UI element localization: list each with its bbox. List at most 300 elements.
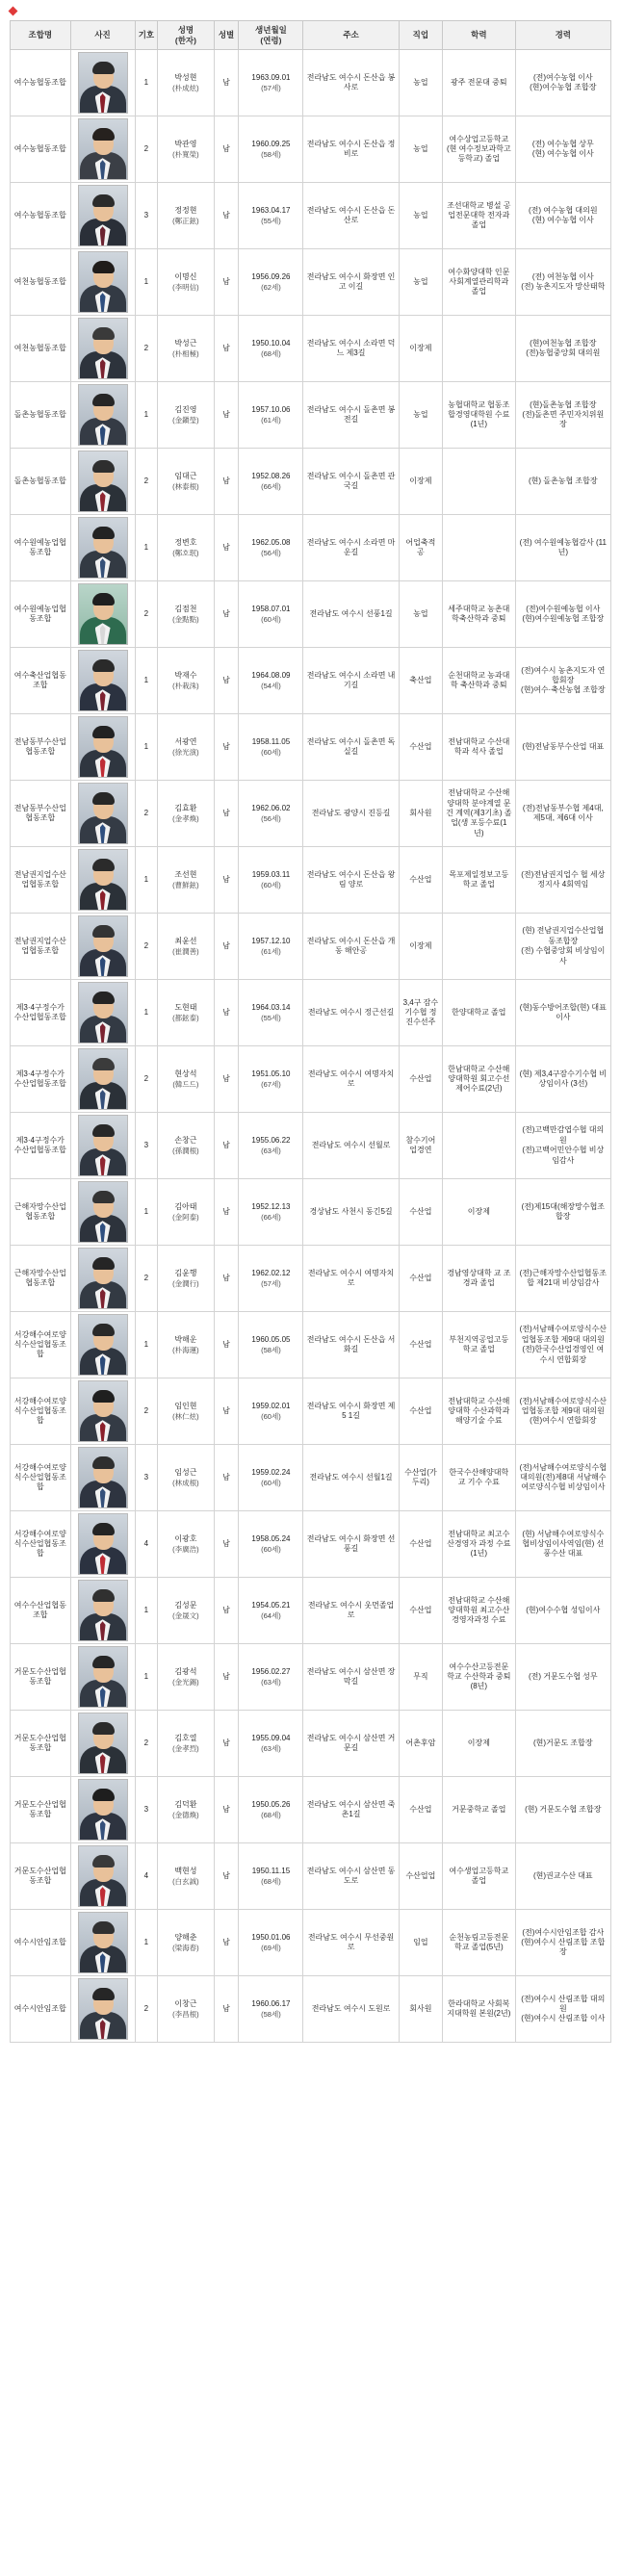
cell-photo [70,1246,135,1312]
cell-birth [239,1511,303,1578]
birth-age: (57세) [261,83,281,92]
cell-education: 순천대학교 농과대학 축산학과 중퇴 [443,648,516,714]
cell-birth [239,316,303,382]
cell-job: 농업 [399,50,442,116]
candidate-name: 김윤행 [174,1269,197,1278]
candidate-name: 이창근 [174,1999,197,2009]
cell-job: 참수기어업경연 [399,1113,442,1179]
birth-age: (56세) [261,548,281,557]
cell-gender: 남 [214,781,239,847]
birth-age: (55세) [261,216,281,225]
cell-number: 1 [135,714,158,781]
cell-birth [239,249,303,316]
birth-date: 1960.09.25 [251,140,291,149]
cell-education: 여수상업고등학교(현 여수정보과학고등학교) 졸업 [443,116,516,183]
cell-education: 부천지역공업고등학교 졸업 [443,1312,516,1378]
cell-career: (현)권교수산 대표 [515,1843,610,1910]
cell-name [158,980,214,1046]
cell-gender: 남 [214,847,239,914]
candidate-name-hanja: (孫潤根) [172,1146,199,1155]
cell-career: (현)거문도 조합장 [515,1711,610,1777]
table-row [11,1644,611,1711]
candidate-name: 최윤선 [174,937,197,946]
cell-gender: 남 [214,1378,239,1445]
candidate-photo [78,915,128,977]
cell-org: 서강해수여로양식수산업협동조합 [11,1445,71,1511]
cell-gender: 남 [214,1312,239,1378]
cell-photo [70,1046,135,1113]
table-row [11,1246,611,1312]
cell-career: (전) 여수농협 상무 (현) 여수농협 이사 [515,116,610,183]
cell-birth [239,50,303,116]
cell-name [158,183,214,249]
table-row [11,1113,611,1179]
cell-number: 3 [135,1445,158,1511]
cell-number: 2 [135,1711,158,1777]
cell-job: 수산업 [399,714,442,781]
cell-photo [70,1644,135,1711]
cell-name [158,1578,214,1644]
cell-org: 서강해수여로양식수산업협동조합 [11,1312,71,1378]
cell-number: 1 [135,980,158,1046]
cell-birth [239,1711,303,1777]
cell-name [158,382,214,449]
birth-age: (60세) [261,1478,281,1487]
cell-number: 1 [135,382,158,449]
candidate-name: 김성문 [174,1601,197,1610]
cell-org: 거문도수산업협동조합 [11,1711,71,1777]
cell-career: (전) 여수원예농협감사 (11년) [515,515,610,581]
cell-address: 전라남도 여수시 돈산읍 개동 해안공 [303,914,399,980]
candidate-name: 이명신 [174,272,197,282]
cell-job: 수산업 [399,1179,442,1246]
candidate-photo [78,1580,128,1641]
cell-career: (현) 거문도수협 조합장 [515,1777,610,1843]
cell-gender: 남 [214,714,239,781]
birth-date: 1951.05.10 [251,1069,291,1079]
table-row [11,50,611,116]
cell-address: 전라남도 여수시 화장면 제5 1길 [303,1378,399,1445]
cell-address: 전라남도 여수시 선월로 [303,1113,399,1179]
candidate-name-hanja: (都鉉泰) [172,1013,199,1022]
cell-address: 전라남도 여수시 도원로 [303,1976,399,2043]
cell-birth [239,914,303,980]
birth-date: 1955.06.22 [251,1136,291,1146]
cell-org: 여수농협동조합 [11,50,71,116]
cell-address: 전라남도 여수시 돌촌면 관국길 [303,449,399,515]
cell-career: (전)여수시 산림조합 대의원 (현)여수시 산림조합 이사 [515,1976,610,2043]
cell-gender: 남 [214,1910,239,1976]
cell-org: 여수수산업협동조합 [11,1578,71,1644]
candidate-name-hanja: (李明信) [172,282,199,292]
cell-career: (현) 제3,4구잠수기수협 비상임이사 (3선) [515,1046,610,1113]
cell-gender: 남 [214,648,239,714]
cell-name [158,50,214,116]
table-row [11,382,611,449]
cell-name [158,1644,214,1711]
cell-photo [70,648,135,714]
candidate-name-hanja: (金鎭瑩) [172,415,199,425]
candidate-photo [78,1779,128,1841]
cell-photo [70,515,135,581]
col-header-education: 학력 [443,21,516,50]
table-row [11,449,611,515]
birth-date: 1950.01.06 [251,1933,291,1943]
cell-number: 3 [135,1777,158,1843]
table-row [11,847,611,914]
candidate-photo [78,251,128,313]
birth-date: 1950.11.15 [251,1867,291,1876]
table-row [11,1578,611,1644]
table-row [11,914,611,980]
birth-date: 1960.06.17 [251,1999,291,2009]
cell-career: (현)동수방어조합(현) 대표이사 [515,980,610,1046]
cell-birth [239,515,303,581]
table-row [11,183,611,249]
birth-date: 1958.07.01 [251,605,291,614]
cell-gender: 남 [214,183,239,249]
cell-address: 전라남도 여수시 돈산읍 봉사로 [303,50,399,116]
table-row [11,714,611,781]
birth-age: (66세) [261,481,281,491]
birth-age: (68세) [261,1810,281,1819]
cell-birth [239,1046,303,1113]
cell-org: 여수농협동조합 [11,183,71,249]
cell-career: (현) 돌촌농협 조합장 [515,449,610,515]
cell-birth [239,980,303,1046]
cell-photo [70,714,135,781]
col-header-name: 성명 (한자) [158,21,214,50]
candidate-name-hanja: (曹鮮鉉) [172,880,199,889]
cell-gender: 남 [214,316,239,382]
birth-age: (60세) [261,614,281,624]
candidate-name: 도현태 [174,1003,197,1013]
cell-name [158,515,214,581]
cell-job: 농업 [399,249,442,316]
cell-org: 거문도수산업협동조합 [11,1843,71,1910]
cell-number: 1 [135,648,158,714]
cell-photo [70,1511,135,1578]
cell-name [158,116,214,183]
candidate-photo [78,118,128,180]
cell-education: 한양대학교 졸업 [443,980,516,1046]
birth-age: (61세) [261,946,281,956]
cell-gender: 남 [214,249,239,316]
cell-photo [70,1910,135,1976]
candidate-name: 박성현 [174,73,197,83]
cell-job: 농업 [399,581,442,648]
cell-gender: 남 [214,50,239,116]
cell-number: 2 [135,781,158,847]
candidate-name: 서광연 [174,737,197,747]
col-header-photo: 사진 [70,21,135,50]
cell-name [158,1511,214,1578]
cell-photo [70,1312,135,1378]
birth-age: (57세) [261,1278,281,1288]
cell-address: 전라남도 여수시 삼산면 장막길 [303,1644,399,1711]
cell-name [158,781,214,847]
candidate-photo [78,1380,128,1442]
cell-org: 제3·4구정수가수산업협동조합 [11,980,71,1046]
cell-address: 전라남도 여수시 삼산면 거문길 [303,1711,399,1777]
cell-career: (전)제15대(해장망수협조합장 [515,1179,610,1246]
cell-birth [239,1777,303,1843]
cell-address: 전라남도 여수시 소라면 내기길 [303,648,399,714]
cell-name [158,1445,214,1511]
candidates-table [10,20,611,2043]
candidate-name-hanja: (朴寬榮) [172,149,199,159]
cell-address: 전라남도 여수시 돈산읍 왕림 양로 [303,847,399,914]
cell-birth [239,781,303,847]
cell-photo [70,1976,135,2043]
birth-date: 1952.08.26 [251,472,291,481]
table-row [11,980,611,1046]
birth-age: (54세) [261,681,281,690]
cell-career: (전)전남동부수협 제4대, 제5대, 제6대 이사 [515,781,610,847]
cell-job: 수산업업 [399,1843,442,1910]
cell-org: 여수원예농업협동조합 [11,581,71,648]
cell-address: 전라남도 여수시 돈산읍 돈산로 [303,183,399,249]
cell-name [158,1246,214,1312]
birth-age: (68세) [261,1876,281,1886]
cell-gender: 남 [214,1246,239,1312]
table-row [11,1976,611,2043]
cell-number: 1 [135,249,158,316]
candidate-photo [78,982,128,1043]
cell-org: 제3·4구정수가수산업협동조합 [11,1113,71,1179]
candidate-photo [78,1978,128,2040]
cell-birth [239,1578,303,1644]
cell-birth [239,1910,303,1976]
cell-education [443,449,516,515]
candidate-name: 김광석 [174,1667,197,1677]
cell-education: 전남대학교 최고수산경영자 과정 수료 (1년) [443,1511,516,1578]
cell-number: 1 [135,1644,158,1711]
candidate-name-hanja: (金潤行) [172,1278,199,1288]
table-row [11,1179,611,1246]
cell-number: 4 [135,1511,158,1578]
cell-education: 순천농림고등전문학교 졸업(5년) [443,1910,516,1976]
candidate-name: 손창근 [174,1136,197,1146]
candidate-name-hanja: (朴栽洙) [172,681,199,690]
cell-job: 축산업 [399,648,442,714]
cell-name [158,581,214,648]
candidate-name-hanja: (梁海春) [172,1943,199,1952]
birth-age: (67세) [261,1079,281,1089]
cell-number: 2 [135,316,158,382]
table-row [11,1711,611,1777]
cell-education: 전남대학교 수산해양대학 수산과학과 해양기술 수료 [443,1378,516,1445]
cell-career: (전)여수시안임조합 감사 (현)여수시 산림조합 조합장 [515,1910,610,1976]
candidate-photo [78,1115,128,1176]
cell-name [158,847,214,914]
cell-name [158,1378,214,1445]
table-row [11,1046,611,1113]
cell-job: 수산업 [399,1378,442,1445]
birth-age: (69세) [261,1943,281,1952]
cell-gender: 남 [214,1711,239,1777]
birth-date: 1950.10.04 [251,339,291,348]
cell-number: 2 [135,914,158,980]
table-header-row [11,21,611,50]
cell-address: 전라남도 여수시 무선중원로 [303,1910,399,1976]
candidate-name-hanja: (朴海運) [172,1345,199,1354]
candidate-name: 김진영 [174,405,197,415]
cell-career: (현)전남동부수산업 대표 [515,714,610,781]
col-header-org: 조합명 [11,21,71,50]
cell-org: 전남권지업수산업협동조합 [11,847,71,914]
candidate-name-hanja: (鄭호珉) [172,548,199,557]
cell-birth [239,1179,303,1246]
table-row [11,249,611,316]
cell-photo [70,116,135,183]
birth-date: 1963.09.01 [251,73,291,83]
cell-education: 전남대학교 수산해양대학원 최고수산경영자과정 수료 [443,1578,516,1644]
birth-age: (55세) [261,1013,281,1022]
birth-age: (60세) [261,1411,281,1421]
candidate-photo [78,384,128,446]
candidate-name: 박성근 [174,339,197,348]
candidate-name: 정변호 [174,538,197,548]
candidate-photo [78,1314,128,1376]
cell-address: 전라남도 여수시 소라면 마운길 [303,515,399,581]
cell-birth [239,1976,303,2043]
cell-name [158,1976,214,2043]
birth-date: 1954.05.21 [251,1601,291,1610]
birth-date: 1956.09.26 [251,272,291,282]
table-row [11,1378,611,1445]
cell-gender: 남 [214,1578,239,1644]
birth-age: (58세) [261,2009,281,2019]
cell-career: (전)서남해수여로양식수산업협동조합 제9대 대의원 (전)한국수산업경영인 여수시 연합회장 [515,1312,610,1378]
cell-photo [70,914,135,980]
candidate-name-hanja: (朴相極) [172,348,199,358]
cell-address: 전라남도 여수시 돌촌면 봉전길 [303,382,399,449]
candidate-photo [78,1181,128,1243]
candidate-name-hanja: (林泰根) [172,481,199,491]
cell-photo [70,50,135,116]
cell-career: (전) 여천농협 이사 (전) 농촌지도자 망산태학 [515,249,610,316]
cell-number: 3 [135,1113,158,1179]
cell-number: 1 [135,1578,158,1644]
cell-number: 4 [135,1843,158,1910]
cell-job: 회사원 [399,781,442,847]
cell-photo [70,1113,135,1179]
birth-age: (60세) [261,880,281,889]
candidate-name-hanja: (金德煥) [172,1810,199,1819]
cell-gender: 남 [214,1046,239,1113]
cell-org: 여수농협동조합 [11,116,71,183]
cell-gender: 남 [214,1445,239,1511]
cell-name [158,914,214,980]
cell-photo [70,1445,135,1511]
candidate-name: 김효환 [174,804,197,813]
cell-number: 1 [135,847,158,914]
candidate-photo [78,1845,128,1907]
cell-education: 거문중학교 졸업 [443,1777,516,1843]
candidate-name-hanja: (金晟文) [172,1610,199,1620]
cell-education: 조선대학교 병설 공업전문대학 전자과 졸업 [443,183,516,249]
cell-name [158,1711,214,1777]
cell-gender: 남 [214,1777,239,1843]
cell-name [158,648,214,714]
candidate-name-hanja: (金阿泰) [172,1212,199,1222]
cell-birth [239,1246,303,1312]
cell-job: 농업 [399,382,442,449]
cell-birth [239,847,303,914]
candidate-name: 조선현 [174,870,197,880]
birth-age: (58세) [261,149,281,159]
candidate-name: 김호열 [174,1734,197,1743]
cell-birth [239,116,303,183]
candidate-name-hanja: (鄭正鉉) [172,216,199,225]
col-header-career: 경력 [515,21,610,50]
cell-birth [239,1378,303,1445]
candidate-photo [78,1513,128,1575]
cell-gender: 남 [214,1511,239,1578]
birth-date: 1957.12.10 [251,937,291,946]
birth-date: 1962.05.08 [251,538,291,548]
candidate-name: 이광호 [174,1534,197,1544]
cell-address: 전라남도 여수시 웃먼졸업로 [303,1578,399,1644]
cell-name [158,1312,214,1378]
cell-birth [239,714,303,781]
cell-job: 농업 [399,183,442,249]
candidate-name-hanja: (金光錫) [172,1677,199,1687]
cell-career: (현)여천농협 조합장 (전)농협중앙회 대의원 [515,316,610,382]
cell-org: 전남동부수산업협동조합 [11,781,71,847]
cell-job: 이장제 [399,449,442,515]
cell-career: (전)여수농협 이사 (현)여수농협 조합장 [515,50,610,116]
candidate-photo [78,650,128,711]
cell-org: 근해자망수산업협동조합 [11,1246,71,1312]
candidate-photo [78,318,128,379]
cell-job: 임업 [399,1910,442,1976]
table-row [11,1445,611,1511]
cell-job: 무직 [399,1644,442,1711]
table-row [11,1777,611,1843]
cell-career: (전)서남해수여로양식수산업협동조합 제9대 대의원(현)여수시 연합회장 [515,1378,610,1445]
cell-photo [70,1179,135,1246]
cell-education: 여수수산고등전문학교 수산학과 중퇴(8년) [443,1644,516,1711]
cell-org: 제3·4구정수가수산업협동조합 [11,1046,71,1113]
cell-photo [70,980,135,1046]
cell-photo [70,581,135,648]
cell-job: 어업축적공 [399,515,442,581]
cell-number: 2 [135,1976,158,2043]
cell-job: 수산업 [399,1777,442,1843]
cell-job: 이장제 [399,914,442,980]
cell-photo [70,449,135,515]
cell-career: (전) 여수농협 대의원 (현) 여수농협 이사 [515,183,610,249]
candidate-name: 양해춘 [174,1933,197,1943]
birth-date: 1962.06.02 [251,804,291,813]
cell-birth [239,1644,303,1711]
candidate-name-hanja: (金孝煥) [172,813,199,823]
cell-name [158,714,214,781]
cell-education [443,316,516,382]
cell-number: 2 [135,581,158,648]
candidate-photo [78,1646,128,1708]
cell-career: (전)여수원예농협 이사 (현)여수원예농협 조합장 [515,581,610,648]
cell-number: 1 [135,1312,158,1378]
cell-career: (현)돌촌농협 조합장 (전)돌촌면 주민자치위원장 [515,382,610,449]
candidate-name: 임대근 [174,472,197,481]
cell-education: 한국수산해양대학교 기수 수료 [443,1445,516,1511]
candidate-name-hanja: (韓드드) [172,1079,199,1089]
cell-number: 2 [135,1378,158,1445]
cell-job: 이장제 [399,316,442,382]
